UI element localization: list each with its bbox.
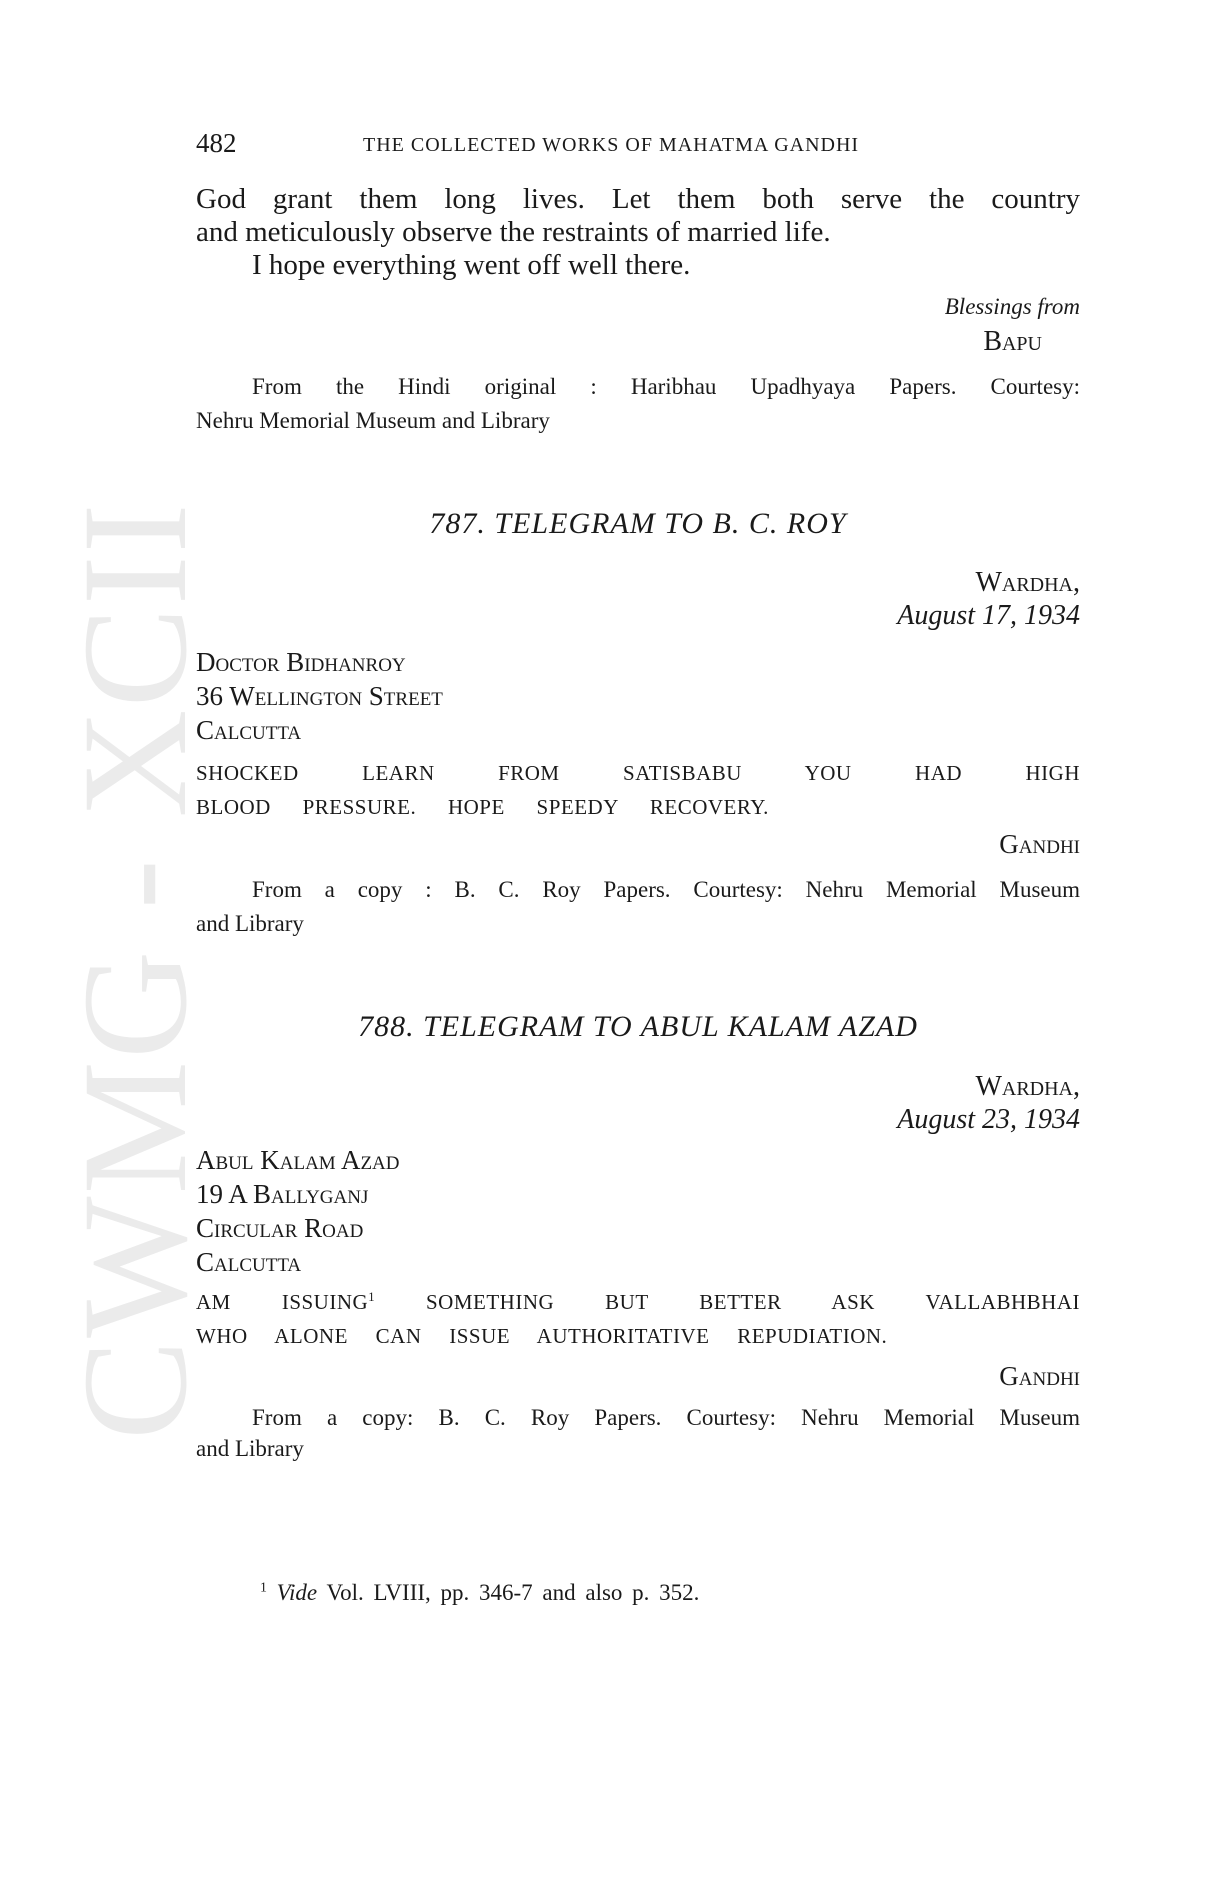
doc-788-address-3: Circular Road	[196, 1213, 364, 1243]
doc-787-place: Wardha,	[975, 567, 1080, 598]
watermark: CWMG - XCII	[52, 501, 218, 1440]
footnote-text: Vol. LVIII, pp. 346-7 and also p. 352.	[326, 1580, 700, 1605]
doc-788-source-line-1: From a copy: B. C. Roy Papers. Courtesy: Nehru Memorial Museum	[252, 1405, 1080, 1430]
doc-787-telegram-line-2: BLOOD PRESSURE. HOPE SPEEDY RECOVERY.	[196, 795, 769, 819]
closing-blessings: Blessings from	[944, 294, 1080, 319]
page-number: 482	[196, 128, 237, 158]
signature-bapu: Bapu	[983, 326, 1042, 357]
doc-788-address-4: Calcutta	[196, 1247, 302, 1277]
doc-787-signature: Gandhi	[999, 829, 1080, 859]
footnote-vide: Vide	[276, 1580, 318, 1605]
footnote-reference: 1	[368, 1290, 375, 1304]
doc-788-text-before: AM ISSUING	[196, 1290, 369, 1314]
letter-line-3: I hope everything went off well there.	[252, 249, 691, 281]
doc-787-address-2: 36 Wellington Street	[196, 681, 443, 711]
doc-788-title: 788. TELEGRAM TO ABUL KALAM AZAD	[358, 1010, 918, 1043]
footnote	[260, 1580, 960, 1606]
doc-788-address-2: 19 A Ballyganj	[196, 1179, 369, 1209]
doc-788-place: Wardha,	[975, 1071, 1080, 1102]
source-note-line-2: Nehru Memorial Museum and Library	[196, 408, 550, 433]
doc-788-address-1: Abul Kalam Azad	[196, 1145, 400, 1175]
letter-line-2: and meticulously observe the restraints of married life.	[196, 216, 831, 248]
doc-787-date: August 17, 1934	[897, 600, 1080, 631]
footnote-marker: 1	[260, 1579, 267, 1595]
doc-787-address-3: Calcutta	[196, 715, 302, 745]
doc-788-source-line-2: and Library	[196, 1436, 304, 1461]
running-title: THE COLLECTED WORKS OF MAHATMA GANDHI	[363, 134, 860, 156]
doc-787-title: 787. TELEGRAM TO B. C. ROY	[429, 507, 847, 540]
doc-788-date: August 23, 1934	[897, 1104, 1080, 1135]
doc-788-signature: Gandhi	[999, 1361, 1080, 1391]
doc-787-address-1: Doctor Bidhanroy	[196, 647, 406, 677]
doc-788-telegram-line-2: WHO ALONE CAN ISSUE AUTHORITATIVE REPUDIATION.	[196, 1324, 888, 1348]
source-note-line-1: From the Hindi original : Haribhau Upadhyaya Papers. Courtesy:	[252, 374, 1080, 399]
letter-line-1: God grant them long lives. Let them both serve the country	[196, 183, 1080, 215]
doc-787-source-line-1: From a copy : B. C. Roy Papers. Courtesy: Nehru Memorial Museum	[252, 877, 1080, 902]
doc-788-text-after: SOMETHING BUT BETTER ASK VALLABHBHAI	[425, 1290, 1081, 1314]
doc-787-telegram-line-1: SHOCKED LEARN FROM SATISBABU YOU HAD HIGH	[196, 761, 1080, 785]
doc-788-telegram-line-1	[196, 1290, 1080, 1315]
doc-787-source-line-2: and Library	[196, 911, 304, 936]
running-header	[196, 128, 1080, 162]
